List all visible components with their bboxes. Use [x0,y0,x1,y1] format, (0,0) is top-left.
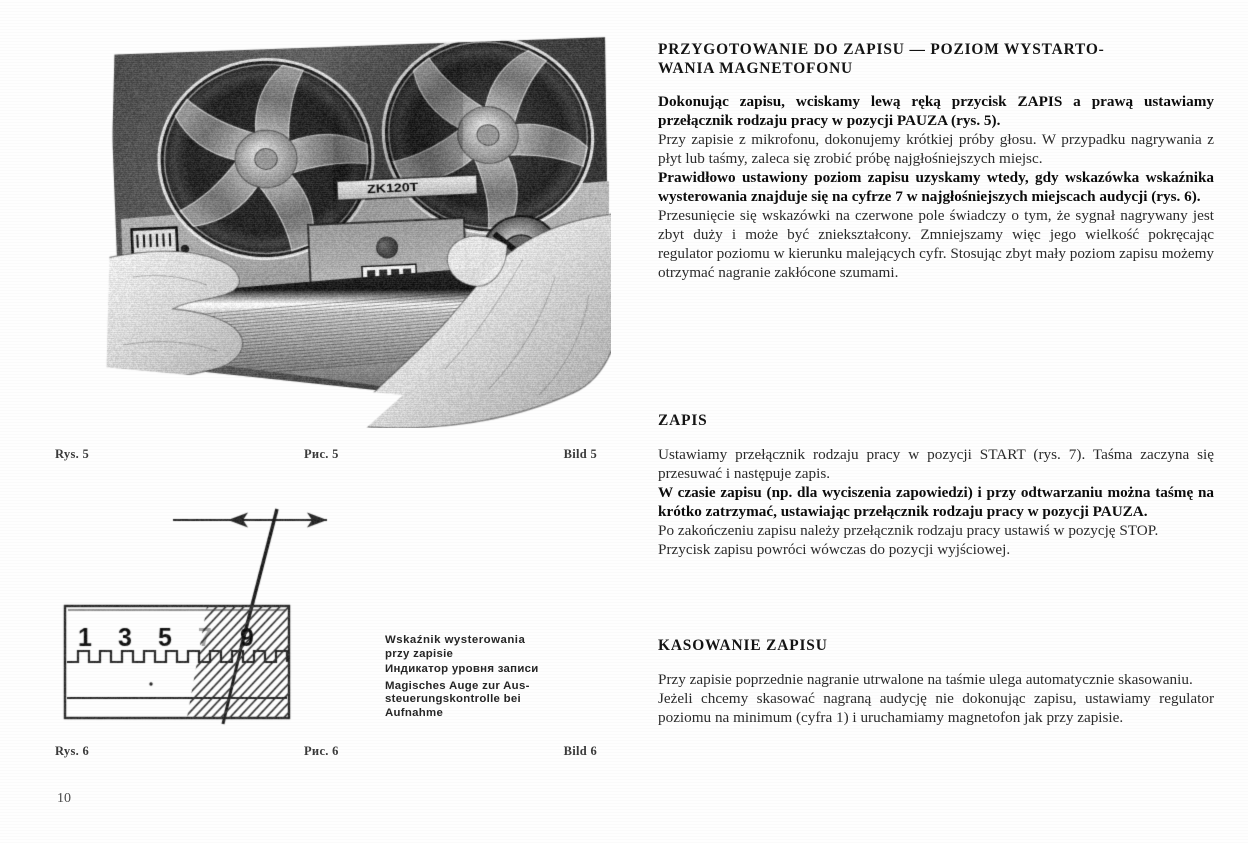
caption-figure-5-pl: Rys. 5 [55,447,90,461]
heading-kasowanie-line-1: KASOWANIE ZAPISU [658,637,828,654]
legend-russian-line-1: Индикатор уровня записи [385,663,539,676]
paragraph-przygotowanie-3: Prawidłowo ustawiony poziom zapisu uzyskamy wtedy, gdy wskazówka wskaźnika wysterowania znajduje się na cyfrze 7 w najgłośniejszych miejscach audycji (rys. 6). [658,169,1214,206]
legend-polish-line-2: przy zapisie [385,647,454,660]
caption-figure-5-ru: Рис. 5 [304,447,339,461]
heading-zapis-line-1: ZAPIS [658,412,708,429]
paragraph-zapis-1: Ustawiamy przełącznik rodzaju pracy w pozycji START (rys. 7). Taśma zaczyna się przesuwać i następuje zapis. [658,446,1214,483]
legend-polish-line-1: Wskaźnik wysterowania [385,634,526,646]
caption-figure-6-pl: Rys. 6 [55,744,90,758]
paragraph-zapis-3: Po zakończeniu zapisu należy przełącznik rodzaju pracy ustawiś w pozycję STOP. [658,522,1159,540]
tape-recorder-photo-canvas [103,33,611,428]
heading-zapis [658,411,708,430]
caption-figure-5-de: Bild 5 [563,447,597,461]
heading-przygotowanie-line-2: WANIA MAGNETOFONU [658,60,854,77]
legend-german-line-3: Aufnahme [385,706,444,719]
figure-tape-recorder-photo [103,33,611,428]
paragraph-kasowanie-1: Przy zapisie poprzednie nagranie utrwalone na taśmie ulega automatycznie skasowaniu. [658,671,1193,688]
paragraph-kasowanie-2: Jeżeli chcemy skasować nagraną audycję nie dokonując zapisu, ustawiamy regulator poziomu na minimum (cyfra 1) i uruchamiamy magnetofon jak przy zapisie. [658,690,1214,727]
body-przygotowanie [658,92,1214,282]
figure-6-legend [385,634,615,721]
level-meter-diagram-canvas [55,498,355,726]
legend-german-line-2: steuerungskontrolle bei [385,693,522,706]
paragraph-zapis-2: W czasie zapisu (np. dla wyciszenia zapowiedzi) i przy odtwarzaniu można taśmę na krótko zatrzymać, ustawiając przełącznik rodzaju pracy w pozycji PAUZA. [658,484,1214,521]
caption-figure-6-ru: Рис. 6 [304,744,339,758]
figure-level-meter-diagram [55,498,355,726]
caption-figure-6 [50,744,620,762]
body-zapis [658,445,1214,559]
paragraph-przygotowanie-2: Przy zapisie z mikrofonu, dokonujemy krótkiej próby głosu. W przypadku nagrywania z płyt lub taśmy, zaleca się zrobić próbę najgłośniejszych miejsc. [658,131,1214,168]
right-text-column [655,0,1215,843]
page-number: 10 [57,791,71,806]
caption-figure-6-de: Bild 6 [563,744,597,758]
heading-przygotowanie-line-1: PRZYGOTOWANIE DO ZAPISU — POZIOM WYSTARTO- [658,41,1105,58]
paragraph-zapis-4: Przycisk zapisu powróci wówczas do pozycji wyjściowej. [658,541,1011,559]
caption-figure-5 [50,447,620,465]
heading-kasowanie-zapisu [658,636,828,655]
paragraph-przygotowanie-4: Przesunięcie się wskazówki na czerwone pole świadczy o tym, że sygnał nagrywany jest zbyt duży i może być zniekształcony. Zmniejszamy więc jego wielkość pokręcając regulator poziomu w kierunku malejących cyfr. Stosując zbyt mały poziom zapisu możemy otrzymać nagranie zakłócone szumami. [658,207,1214,282]
heading-przygotowanie-do-zapisu [658,40,1214,78]
paragraph-przygotowanie-1: Dokonując zapisu, wciskamy lewą ręką przycisk ZAPIS a prawą ustawiamy przełącznik rodzaju pracy w pozycji PAUZA (rys. 5). [658,93,1214,130]
legend-german-line-1: Magisches Auge zur Aus- [385,679,530,692]
body-kasowanie [658,670,1214,727]
